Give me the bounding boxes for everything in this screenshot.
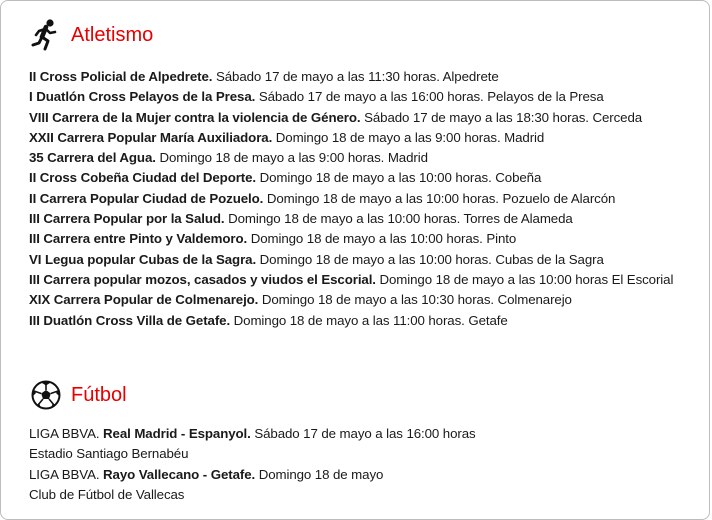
event-item (29, 168, 701, 188)
event-details: Domingo 18 de mayo a las 9:00 horas. Madrid (155, 150, 428, 166)
match-teams: Real Madrid - Espanyol. (103, 426, 251, 441)
event-name: III Carrera entre Pinto y Valdemoro. (29, 231, 248, 247)
event-item (29, 311, 701, 331)
event-name: III Duatlón Cross Villa de Getafe. (29, 312, 231, 328)
event-item (29, 108, 701, 128)
event-name: III Carrera Popular por la Salud. (29, 211, 225, 227)
event-details: Domingo 18 de mayo a las 10:00 horas. Torres de Alameda (224, 211, 573, 227)
event-name: VI Legua popular Cubas de la Sagra. (29, 251, 257, 267)
match-time: Sábado 17 de mayo a las 16:00 horas (250, 426, 476, 441)
event-details: Domingo 18 de mayo a las 9:00 horas. Madrid (272, 129, 545, 145)
athletics-title: Atletismo (71, 23, 154, 46)
event-name: 35 Carrera del Agua. (29, 150, 156, 166)
event-name: III Carrera popular mozos, casados y viudos el Escorial. (29, 271, 376, 287)
match-league: LIGA BBVA. (29, 466, 104, 482)
event-item (29, 128, 701, 148)
event-item (29, 250, 701, 270)
event-item (29, 148, 701, 168)
match-item (29, 424, 701, 444)
athletics-header (29, 15, 701, 55)
event-name: VIII Carrera de la Mujer contra la violencia de Género. (29, 109, 361, 125)
event-item (29, 270, 679, 290)
match-venue: Club de Fútbol de Vallecas (29, 486, 185, 502)
athletics-section (29, 15, 701, 331)
event-item (29, 209, 701, 229)
athletics-event-list (29, 67, 701, 331)
football-section (29, 375, 701, 505)
event-details: Domingo 18 de mayo a las 10:00 horas El Escorial (375, 271, 674, 287)
event-name: II Cross Cobeña Ciudad del Deporte. (29, 170, 257, 186)
match-league: LIGA BBVA. (29, 426, 104, 441)
match-time: Domingo 18 de mayo (255, 466, 384, 482)
football-header (29, 375, 701, 415)
event-details: Sábado 17 de mayo a las 18:30 horas. Cercedа (360, 109, 643, 125)
football-match-list (29, 424, 701, 505)
runner-icon (29, 18, 63, 52)
event-details: Domingo 18 de mayo a las 10:00 horas. Cobeña (256, 170, 542, 186)
event-name: I Duatlón Cross Pelayos de la Presa. (29, 89, 256, 105)
event-item (29, 290, 701, 310)
match-teams: Rayo Vallecano - Getafe. (103, 466, 256, 482)
match-venue: Estadio Santiago Bernabéu (29, 446, 189, 462)
event-details: Domingo 18 de mayo a las 10:00 horas. Pozuelo de Alarcón (263, 190, 616, 206)
event-item (29, 229, 701, 249)
football-title: Fútbol (71, 383, 127, 406)
event-details: Domingo 18 de mayo a las 10:00 horas. Cubas de la Sagra (256, 251, 604, 267)
event-details: Domingo 18 de mayo a las 10:30 horas. Colmenarejo (258, 292, 572, 308)
event-name: II Carrera Popular Ciudad de Pozuelo. (29, 190, 264, 206)
soccer-ball-icon (29, 378, 63, 412)
event-name: XIX Carrera Popular de Colmenarejo. (29, 292, 259, 308)
event-details: Sábado 17 de mayo a las 16:00 horas. Pelayos de la Presa (255, 89, 604, 105)
event-details: Domingo 18 de mayo a las 11:00 horas. Getafe (230, 312, 508, 328)
event-item (29, 189, 701, 209)
match-item (29, 465, 701, 485)
event-details: Domingo 18 de mayo a las 10:00 horas. Pinto (247, 231, 517, 247)
event-item (29, 87, 701, 107)
event-name: II Cross Policial de Alpedrete. (29, 69, 213, 84)
event-item (29, 67, 701, 87)
event-name: XXII Carrera Popular María Auxiliadora. (29, 129, 273, 145)
event-details: Sábado 17 de mayo a las 11:30 horas. Alpedrete (212, 69, 499, 84)
